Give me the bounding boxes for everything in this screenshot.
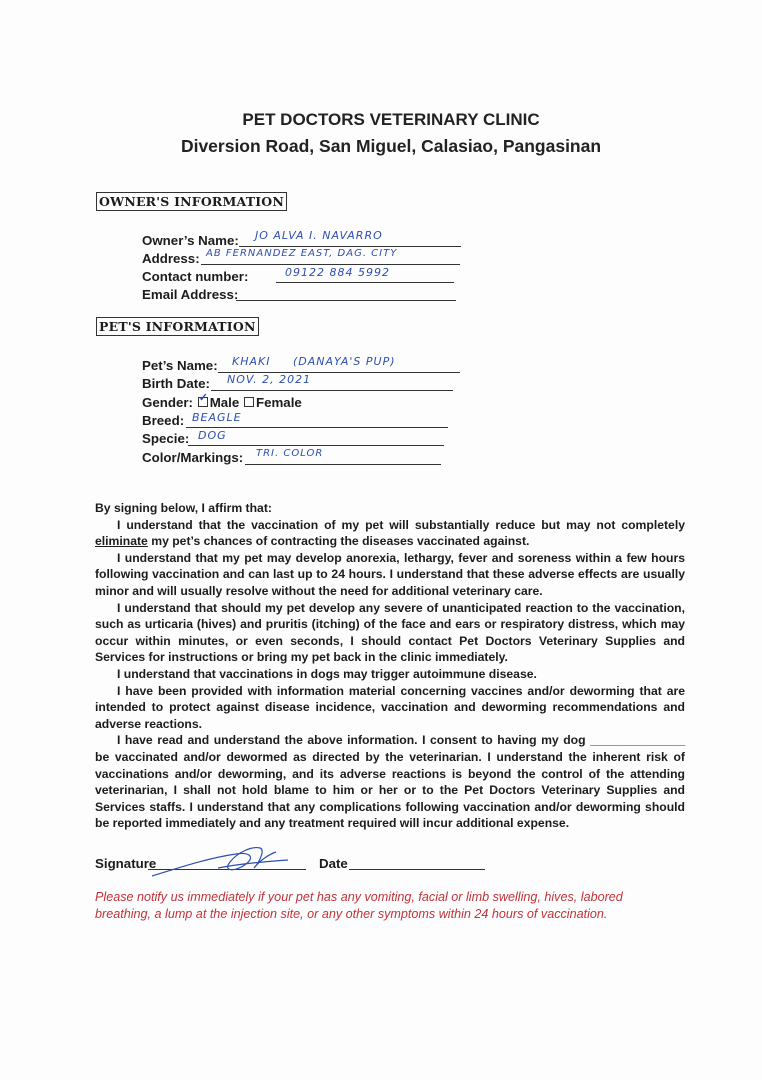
date-label: Date — [319, 856, 348, 871]
pet-name-label: Pet’s Name: — [142, 358, 218, 373]
consent-paragraph-1: I understand that the vaccination of my pet will substantially reduce but may not completely eliminate my pet’s chances of contracting the diseases vaccinated against. — [95, 517, 685, 549]
specie-value[interactable]: DOG — [198, 429, 227, 442]
gender-female-checkbox[interactable] — [244, 397, 254, 407]
date-line[interactable] — [349, 869, 485, 870]
specie-label: Specie: — [142, 431, 190, 446]
gender-male-label: Male — [209, 395, 240, 410]
clinic-name: PET DOCTORS VETERINARY CLINIC — [242, 110, 540, 129]
specie-line — [188, 445, 444, 446]
owner-email-label: Email Address: — [142, 287, 239, 302]
owner-contact-label: Contact number: — [142, 269, 249, 284]
post-vaccination-notice: Please notify us immediately if your pet has any vomiting, facial or limb swelling, hives, labored breathing, a lump at the injection site, or any other symptoms within 24 hours of vaccination. — [95, 890, 623, 921]
clinic-address: Diversion Road, San Miguel, Calasiao, Pangasinan — [180, 136, 602, 156]
breed-value[interactable]: BEAGLE — [192, 411, 242, 424]
owner-address-label: Address: — [142, 251, 200, 266]
gender-row — [142, 394, 302, 411]
color-line — [245, 464, 441, 465]
signature-label: Signature — [95, 856, 157, 871]
owner-name-line — [239, 246, 461, 247]
color-value[interactable]: TRI. COLOR — [256, 448, 324, 459]
owner-name-label: Owner’s Name: — [142, 233, 239, 248]
color-label: Color/Markings: — [142, 450, 244, 465]
breed-line — [186, 427, 448, 428]
owner-contact-line — [276, 282, 454, 283]
consent-paragraph-5: I have been provided with information material concerning vaccines and/or deworming that are intended to protect against disease incidence, vaccination and deworming recommendations and adverse reactions. — [95, 683, 685, 731]
birth-date-line — [211, 390, 453, 391]
breed-label: Breed: — [142, 413, 185, 428]
owner-section-title: OWNER'S INFORMATION — [96, 192, 287, 211]
consent-paragraph-6: I have read and understand the above information. I consent to having my dog ______________ be vaccinated and/or dewormed as directed by the veterinarian. I understand the inherent risk of vaccinations and/or deworming, and its adverse reactions is beyond the control of the attending veterinarian, I shall not hold blame to him or her or to the Pet Doctors Veterinary Supplies and Services staffs. I understand that any complications following vaccination and/or deworming should be reported immediately and any treatment required will incur additional expense. — [95, 733, 685, 831]
pet-section-title: PET'S INFORMATION — [96, 317, 259, 336]
owner-address-line — [201, 264, 460, 265]
consent-paragraph-2: I understand that my pet may develop anorexia, lethargy, fever and soreness within a few hours following vaccination and can last up to 24 hours. I understand that these adverse effects are usually minor and will usually resolve without the need for additional veterinary care. — [95, 550, 685, 598]
owner-address-value[interactable]: AB FERNANDEZ EAST, DAG. CITY — [206, 248, 398, 259]
consent-intro: By signing below, I affirm that: — [95, 501, 272, 515]
owner-email-line — [236, 300, 456, 301]
birth-date-value[interactable]: NOV. 2, 2021 — [227, 373, 312, 386]
gender-female-label: Female — [255, 395, 302, 410]
pet-name-value[interactable]: KHAKI (DANAYA'S PUP) — [232, 355, 396, 368]
gender-label: Gender: — [142, 395, 193, 410]
owner-contact-value[interactable]: 09122 884 5992 — [285, 266, 390, 279]
consent-paragraph-3: I understand that should my pet develop any severe of unanticipated reaction to the vaccination, such as urticaria (hives) and pruritis (itching) of the face and ears or respiratory distress, which may occur within minutes, or even seconds, I should contact Pet Doctors Veterinary Supplies and Services for instructions or bring my pet back in the clinic immediately. — [95, 600, 685, 665]
owner-name-value[interactable]: JO ALVA I. NAVARRO — [255, 229, 383, 242]
consent-text — [95, 500, 685, 832]
gender-male-checkbox[interactable]: ✓ — [198, 397, 208, 407]
consent-paragraph-4: I understand that vaccinations in dogs may trigger autoimmune disease. — [117, 666, 537, 681]
birth-date-label: Birth Date: — [142, 376, 210, 391]
signature-scribble — [148, 838, 298, 882]
